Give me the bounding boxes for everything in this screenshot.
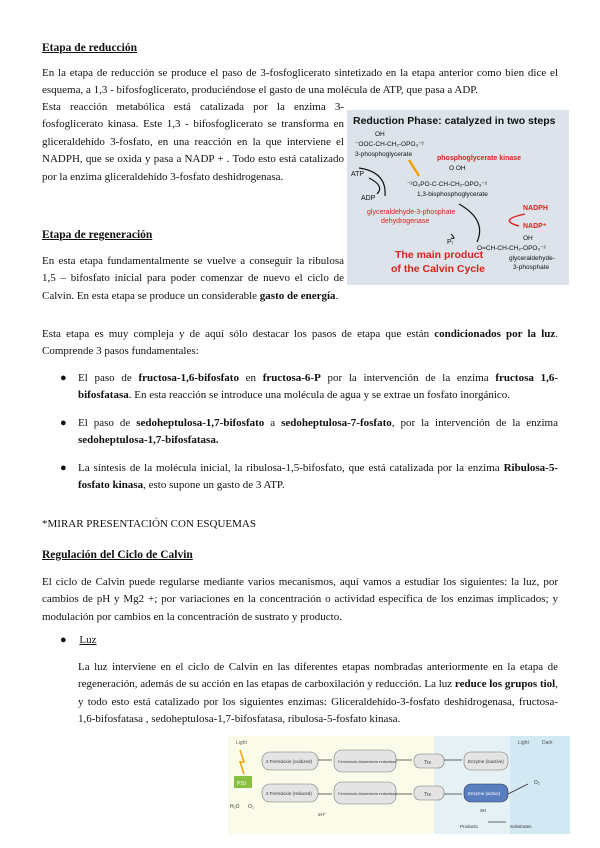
bullet1-text-a: El paso de	[78, 372, 139, 384]
label-nadp: NADP⁺	[523, 223, 547, 230]
bullet2-text-a: El paso de	[78, 417, 137, 429]
light-bolt-icon	[240, 750, 244, 774]
label-o2: O₂	[248, 804, 254, 810]
caption-main-product: The main product	[395, 249, 484, 261]
label-dark: Dark	[542, 740, 553, 746]
regulation-paragraph-1: El ciclo de Calvin puede regularse mediante varios mecanismos, aquí vamos a estudiar los siguientes: la luz, por cambios de pH y Mg2 +; por variaciones en la concentración o actividad específica de los enzimas implicados; y modulación por cambios en la concentración de sustrato y producto.	[42, 576, 558, 623]
lightning-arrow	[409, 160, 419, 176]
label-3-phosphoglycerate: 3-phosphoglycerate	[355, 151, 413, 158]
heading-regeneration: Etapa de regeneración	[42, 229, 153, 241]
bullet2-bold-a: sedoheptulosa-1,7-bifosfato	[136, 417, 265, 429]
bullet-dot-icon: ●	[60, 634, 67, 646]
enzyme-g3p-dh-line2: dehydrogenase	[381, 218, 430, 225]
regeneration-p2-bold: condicionados por la luz	[434, 328, 556, 340]
light-bullet	[60, 632, 97, 649]
bullet3-bold-a: Ribulosa-5-fosfato kinasa	[78, 462, 558, 491]
bullet2-bold-b: sedoheptulosa-7-fosfato	[281, 417, 392, 429]
label-products: Products	[460, 824, 478, 829]
label-h2o: H₂O	[230, 804, 240, 810]
bullet1-text-b: en	[238, 372, 263, 384]
label-substrates: Substrates	[510, 824, 532, 829]
label-atp: ATP	[351, 171, 365, 178]
formula3-oh: OH	[523, 235, 533, 242]
label-enzyme-active: Enzyme (active)	[468, 791, 501, 796]
list-item	[60, 370, 558, 404]
bullet-dot-icon: ●	[60, 417, 67, 429]
formula-g3p: O=CH-CH-CH₂-OPO₃⁻²	[477, 245, 546, 252]
bullet1-bold-a: fructosa-1,6-bifosfato	[138, 372, 239, 384]
bullet2-text-c: , por la intervención de la enzima	[391, 417, 558, 429]
figure-title: Reduction Phase: catalyzed in two steps	[353, 115, 556, 127]
reduction-paragraph-2: Esta reacción metabólica está catalizada por la enzima 3-fosfoglicerato kinasa. Este 1,3 - bifosfoglicerato se transforma en gliceraldehído 3-fosfato, en una reacción en la que interviene el NADPH, que se oxida y pasa a NADP + . Todo esto está catalizado por la enzima gliceraldehído 3-fosfato deshidrogenasa.	[42, 101, 344, 183]
arrow-pi	[451, 234, 454, 239]
bullet-dot-icon: ●	[60, 462, 67, 474]
label-pi: Pᵢ	[447, 239, 453, 246]
bullet1-bold-b: fructosa-6-P	[262, 372, 321, 384]
label-o2-dark: O₂	[534, 780, 540, 786]
formula2-top: O OH	[449, 165, 466, 172]
bullet2-text-b: a	[264, 417, 282, 429]
note-presentation: *MIRAR PRESENTACIÓN CON ESQUEMAS	[42, 518, 256, 530]
label-light-right: Light	[518, 740, 529, 746]
dark-region	[510, 736, 570, 834]
regeneration-p1-text: En esta etapa fundamentalmente se vuelve a conseguir la ribulosa 1,5 – bifosfato inicial para poder comenzar de nuevo el ciclo de Calvin. En esta etapa se produce un considerable	[42, 255, 344, 302]
bullet3-text-b: , esto supone un gasto de 3 ATP.	[143, 479, 285, 491]
bullet3-text-a: La síntesis de la molécula inicial, la ribulosa-1,5-bifosfato, que está catalizada por la enzima	[78, 462, 504, 474]
label-13-bisphosphoglycerate: 1,3-bisphosphoglycerate	[417, 191, 488, 198]
regeneration-paragraph-1	[42, 253, 344, 305]
caption-calvin-cycle: of the Calvin Cycle	[391, 263, 485, 275]
formula-3pg: ⁻OOC-CH-CH₂-OPO₃⁻²	[355, 141, 424, 148]
list-item	[60, 415, 558, 449]
formula-13bpg: ⁻²O₃PO-C-CH-CH₂-OPO₃⁻²	[407, 181, 488, 188]
regulation-p2-bold: reduce los grupos tiol	[454, 678, 556, 691]
label-ftr-bottom: Ferredoxin-thioredoxin reductase	[338, 791, 397, 796]
regeneration-p1-end: .	[335, 289, 339, 302]
label-enzyme-inactive: Enzyme (inactive)	[468, 759, 504, 764]
bullet1-text-c: por la intervención de la enzima	[320, 372, 496, 384]
list-item	[60, 460, 558, 494]
regeneration-p2-text: Esta etapa es muy compleja y de aquí sólo destacar los pasos de etapa que están	[42, 328, 435, 340]
bullet1-text-d: . En esta reacción se introduce una molécula de agua y se extrae un fosfato inorgánico.	[128, 389, 511, 401]
regeneration-steps-list	[60, 370, 558, 494]
regulation-paragraph-2	[78, 659, 558, 729]
regulation-p2-text: La luz interviene en el ciclo de Calvin en las diferentes etapas nombradas anteriormente en la etapa de regeneración, además de su acción en las etapas de carboxilación y reducción. La luz	[78, 661, 558, 691]
heading-regulation: Regulación del Ciclo de Calvin	[42, 549, 193, 561]
label-2h: 2H⁺	[318, 812, 327, 817]
label-g3p-line1: glyceraldehyde-	[509, 255, 555, 262]
regeneration-paragraph-2	[42, 326, 558, 361]
label-adp: ADP	[361, 195, 376, 202]
arrow-atp-adp	[369, 178, 380, 194]
formula1-oh: OH	[375, 131, 385, 138]
bullet2-bold-c: sedoheptulosa-1,7-bifosfatasa.	[78, 434, 219, 446]
regeneration-p2-end: . Comprende 3 pasos fundamentales:	[42, 328, 558, 358]
reduction-phase-figure	[347, 110, 569, 285]
label-trx-top: Trx	[424, 760, 432, 766]
label-trx-bottom: Trx	[424, 792, 432, 798]
regulation-p2-end: , y todo esto está catalizado por los siguientes enzimas: Gliceraldehído-3-fosfato deshidrogenasa, fructosa-1,6-bifosfatasa , sedoheptulosa-1,7-bifosfatasa, ribulosa-5-fosfato kinasa.	[78, 678, 558, 726]
label-ftr-top: Ferredoxin-thioredoxin reductase	[338, 759, 397, 764]
enzyme-phosphoglycerate-kinase: phosphoglycerate kinase	[437, 155, 522, 162]
label-sh: SH	[480, 808, 487, 813]
label-ferredoxin-reduced: 2 Ferredoxin (reduced)	[266, 791, 312, 796]
enzyme-g3p-dh-line1: glyceraldehyde-3-phosphate	[367, 209, 456, 216]
light-bullet-label: Luz	[79, 634, 97, 646]
light-regulation-figure	[228, 736, 570, 834]
label-ferredoxin-oxidized: 2 Ferredoxin (oxidized)	[266, 759, 313, 764]
label-psi: PSI	[237, 781, 246, 787]
label-g3p-line2: 3-phosphate	[513, 264, 550, 271]
label-nadph: NADPH	[523, 205, 548, 212]
regeneration-p1-bold: gasto de energía	[259, 289, 336, 302]
reduction-paragraph-1: En la etapa de reducción se produce el paso de 3-fosfoglicerato sintetizado en la etapa anterior como bien dice el esquema, a 1,3 - bifosfoglicerato, produciéndose el gasto de una molécula de ATP, que pasa a ADP.	[42, 67, 558, 97]
heading-reduction: Etapa de reducción	[42, 42, 137, 54]
label-light: Light	[236, 740, 247, 746]
bullet1-bold-c: fructosa 1,6-bifosfatasa	[78, 372, 558, 401]
arrow-bpg-g3p	[459, 204, 480, 242]
bullet-dot-icon: ●	[60, 372, 67, 384]
